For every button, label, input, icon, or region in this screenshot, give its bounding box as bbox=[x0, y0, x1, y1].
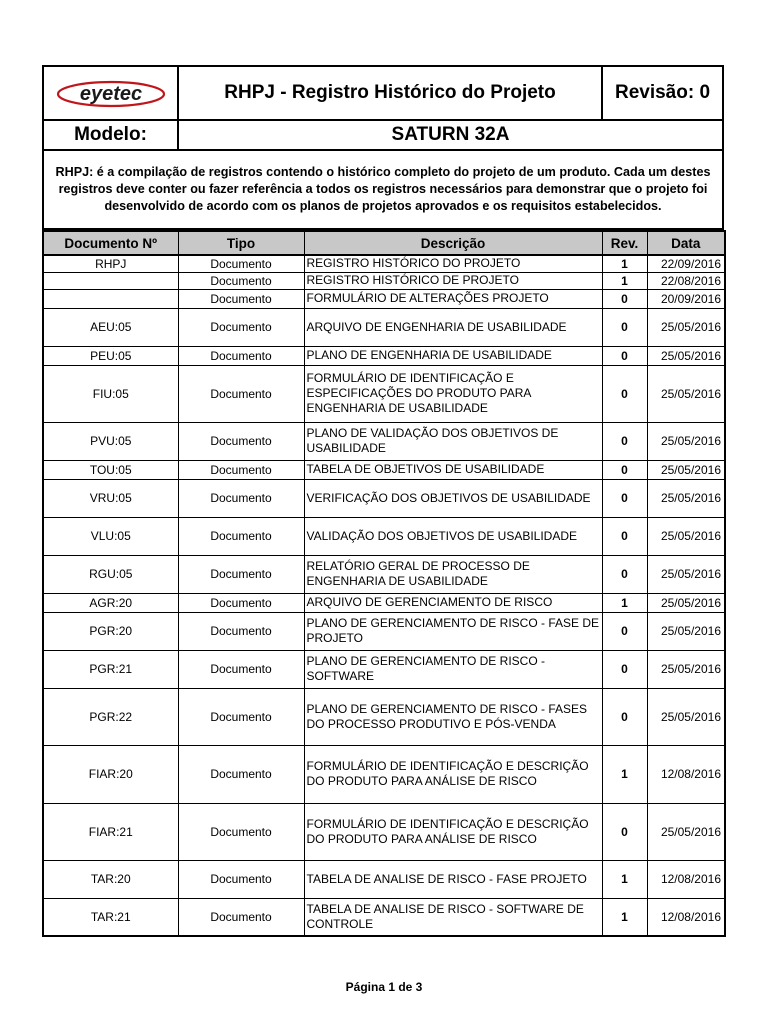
cell-documento: FIAR:20 bbox=[43, 745, 178, 803]
cell-descricao: FORMULÁRIO DE ALTERAÇÕES PROJETO bbox=[304, 289, 602, 308]
cell-rev: 0 bbox=[602, 422, 647, 460]
table-row bbox=[43, 255, 725, 272]
table-row bbox=[43, 612, 725, 650]
cell-documento: PGR:20 bbox=[43, 612, 178, 650]
cell-data: 25/05/2016 bbox=[647, 555, 725, 593]
cell-documento: RHPJ bbox=[43, 255, 178, 272]
cell-descricao: TABELA DE ANALISE DE RISCO - FASE PROJETO bbox=[304, 860, 602, 898]
model-label: Modelo: bbox=[44, 121, 179, 149]
cell-descricao: TABELA DE ANALISE DE RISCO - SOFTWARE DE CONTROLE bbox=[304, 898, 602, 936]
cell-documento: TAR:20 bbox=[43, 860, 178, 898]
cell-descricao: FORMULÁRIO DE IDENTIFICAÇÃO E ESPECIFICAÇÕES DO PRODUTO PARA ENGENHARIA DE USABILIDADE bbox=[304, 365, 602, 422]
cell-data: 20/09/2016 bbox=[647, 289, 725, 308]
cell-rev: 0 bbox=[602, 460, 647, 479]
cell-rev: 0 bbox=[602, 688, 647, 745]
cell-data: 25/05/2016 bbox=[647, 365, 725, 422]
cell-rev: 1 bbox=[602, 860, 647, 898]
table-row bbox=[43, 308, 725, 346]
cell-descricao: REGISTRO HISTÓRICO DE PROJETO bbox=[304, 272, 602, 289]
cell-rev: 1 bbox=[602, 593, 647, 612]
model-value: SATURN 32A bbox=[391, 124, 510, 145]
column-header-documento: Documento Nº bbox=[43, 231, 178, 255]
cell-rev: 1 bbox=[602, 898, 647, 936]
table-row bbox=[43, 289, 725, 308]
cell-data: 25/05/2016 bbox=[647, 517, 725, 555]
cell-documento: RGU:05 bbox=[43, 555, 178, 593]
cell-descricao: FORMULÁRIO DE IDENTIFICAÇÃO E DESCRIÇÃO DO PRODUTO PARA ANÁLISE DE RISCO bbox=[304, 803, 602, 860]
cell-tipo: Documento bbox=[178, 517, 304, 555]
table-row bbox=[43, 860, 725, 898]
cell-rev: 0 bbox=[602, 308, 647, 346]
cell-descricao: PLANO DE GERENCIAMENTO DE RISCO - SOFTWARE bbox=[304, 650, 602, 688]
cell-descricao: VALIDAÇÃO DOS OBJETIVOS DE USABILIDADE bbox=[304, 517, 602, 555]
cell-data: 25/05/2016 bbox=[647, 650, 725, 688]
cell-descricao: PLANO DE GERENCIAMENTO DE RISCO - FASES DO PROCESSO PRODUTIVO E PÓS-VENDA bbox=[304, 688, 602, 745]
logo bbox=[44, 67, 179, 119]
cell-documento: FIU:05 bbox=[43, 365, 178, 422]
cell-tipo: Documento bbox=[178, 555, 304, 593]
cell-tipo: Documento bbox=[178, 308, 304, 346]
cell-rev: 0 bbox=[602, 650, 647, 688]
cell-tipo: Documento bbox=[178, 346, 304, 365]
document-sheet bbox=[42, 65, 724, 937]
cell-tipo: Documento bbox=[178, 272, 304, 289]
cell-documento: VLU:05 bbox=[43, 517, 178, 555]
cell-descricao: TABELA DE OBJETIVOS DE USABILIDADE bbox=[304, 460, 602, 479]
cell-rev: 0 bbox=[602, 289, 647, 308]
cell-descricao: FORMULÁRIO DE IDENTIFICAÇÃO E DESCRIÇÃO DO PRODUTO PARA ANÁLISE DE RISCO bbox=[304, 745, 602, 803]
table-row bbox=[43, 803, 725, 860]
table-row bbox=[43, 272, 725, 289]
cell-data: 12/08/2016 bbox=[647, 860, 725, 898]
revision-label: Revisão: 0 bbox=[614, 82, 711, 103]
cell-tipo: Documento bbox=[178, 479, 304, 517]
cell-data: 25/05/2016 bbox=[647, 803, 725, 860]
cell-descricao: PLANO DE GERENCIAMENTO DE RISCO - FASE DE PROJETO bbox=[304, 612, 602, 650]
description-box bbox=[42, 151, 724, 230]
table-header-row bbox=[43, 231, 725, 255]
cell-documento: AGR:20 bbox=[43, 593, 178, 612]
cell-rev: 0 bbox=[602, 365, 647, 422]
cell-data: 12/08/2016 bbox=[647, 898, 725, 936]
eyetec-logo-icon bbox=[55, 77, 167, 109]
cell-documento: FIAR:21 bbox=[43, 803, 178, 860]
table-row bbox=[43, 479, 725, 517]
cell-tipo: Documento bbox=[178, 745, 304, 803]
cell-documento: PGR:21 bbox=[43, 650, 178, 688]
cell-data: 25/05/2016 bbox=[647, 460, 725, 479]
cell-rev: 0 bbox=[602, 612, 647, 650]
table-row bbox=[43, 745, 725, 803]
cell-documento: VRU:05 bbox=[43, 479, 178, 517]
table-row bbox=[43, 460, 725, 479]
column-header-data: Data bbox=[647, 231, 725, 255]
description-text: RHPJ: é a compilação de registros contendo o histórico completo do projeto de um produto. Cada um destes registros deve conter ou fazer referência a todos os registros necessários para demonstrar que o projeto foi desenvolvido de acordo com os planos de projetos aprovados e os requisitos estabelecidos. bbox=[55, 165, 711, 213]
cell-rev: 0 bbox=[602, 555, 647, 593]
cell-descricao: REGISTRO HISTÓRICO DO PROJETO bbox=[304, 255, 602, 272]
column-header-descricao: Descrição bbox=[304, 231, 602, 255]
cell-descricao: ARQUIVO DE GERENCIAMENTO DE RISCO bbox=[304, 593, 602, 612]
cell-documento: TOU:05 bbox=[43, 460, 178, 479]
cell-tipo: Documento bbox=[178, 593, 304, 612]
cell-data: 25/05/2016 bbox=[647, 479, 725, 517]
cell-documento: PEU:05 bbox=[43, 346, 178, 365]
cell-rev: 1 bbox=[602, 255, 647, 272]
cell-tipo: Documento bbox=[178, 365, 304, 422]
cell-data: 25/05/2016 bbox=[647, 346, 725, 365]
table-row bbox=[43, 898, 725, 936]
cell-data: 25/05/2016 bbox=[647, 308, 725, 346]
cell-documento: PGR:22 bbox=[43, 688, 178, 745]
cell-rev: 1 bbox=[602, 272, 647, 289]
table-row bbox=[43, 517, 725, 555]
records-table bbox=[42, 230, 726, 937]
cell-tipo: Documento bbox=[178, 289, 304, 308]
logo-text: eyetec bbox=[79, 83, 142, 105]
cell-data: 22/09/2016 bbox=[647, 255, 725, 272]
table-row bbox=[43, 346, 725, 365]
cell-rev: 0 bbox=[602, 479, 647, 517]
cell-descricao: ARQUIVO DE ENGENHARIA DE USABILIDADE bbox=[304, 308, 602, 346]
cell-documento bbox=[43, 272, 178, 289]
cell-rev: 1 bbox=[602, 745, 647, 803]
cell-tipo: Documento bbox=[178, 688, 304, 745]
cell-tipo: Documento bbox=[178, 803, 304, 860]
cell-descricao: VERIFICAÇÃO DOS OBJETIVOS DE USABILIDADE bbox=[304, 479, 602, 517]
table-row bbox=[43, 555, 725, 593]
header-row bbox=[42, 65, 724, 121]
cell-documento: AEU:05 bbox=[43, 308, 178, 346]
cell-documento: TAR:21 bbox=[43, 898, 178, 936]
cell-documento: PVU:05 bbox=[43, 422, 178, 460]
cell-rev: 0 bbox=[602, 803, 647, 860]
cell-data: 12/08/2016 bbox=[647, 745, 725, 803]
table-row bbox=[43, 365, 725, 422]
cell-documento bbox=[43, 289, 178, 308]
cell-data: 25/05/2016 bbox=[647, 688, 725, 745]
cell-data: 25/05/2016 bbox=[647, 422, 725, 460]
cell-tipo: Documento bbox=[178, 255, 304, 272]
model-row bbox=[42, 121, 724, 151]
cell-data: 25/05/2016 bbox=[647, 593, 725, 612]
table-row bbox=[43, 650, 725, 688]
cell-tipo: Documento bbox=[178, 460, 304, 479]
cell-rev: 0 bbox=[602, 346, 647, 365]
cell-tipo: Documento bbox=[178, 612, 304, 650]
cell-tipo: Documento bbox=[178, 898, 304, 936]
table-row bbox=[43, 688, 725, 745]
column-header-tipo: Tipo bbox=[178, 231, 304, 255]
cell-tipo: Documento bbox=[178, 860, 304, 898]
cell-data: 25/05/2016 bbox=[647, 612, 725, 650]
cell-descricao: PLANO DE ENGENHARIA DE USABILIDADE bbox=[304, 346, 602, 365]
column-header-rev: Rev. bbox=[602, 231, 647, 255]
document-title: RHPJ - Registro Histórico do Projeto bbox=[179, 67, 603, 119]
table-row bbox=[43, 593, 725, 612]
table-row bbox=[43, 422, 725, 460]
cell-tipo: Documento bbox=[178, 422, 304, 460]
cell-tipo: Documento bbox=[178, 650, 304, 688]
page-number: Página 1 de 3 bbox=[345, 980, 423, 994]
cell-descricao: PLANO DE VALIDAÇÃO DOS OBJETIVOS DE USABILIDADE bbox=[304, 422, 602, 460]
cell-data: 22/08/2016 bbox=[647, 272, 725, 289]
cell-rev: 0 bbox=[602, 517, 647, 555]
cell-descricao: RELATÓRIO GERAL DE PROCESSO DE ENGENHARIA DE USABILIDADE bbox=[304, 555, 602, 593]
